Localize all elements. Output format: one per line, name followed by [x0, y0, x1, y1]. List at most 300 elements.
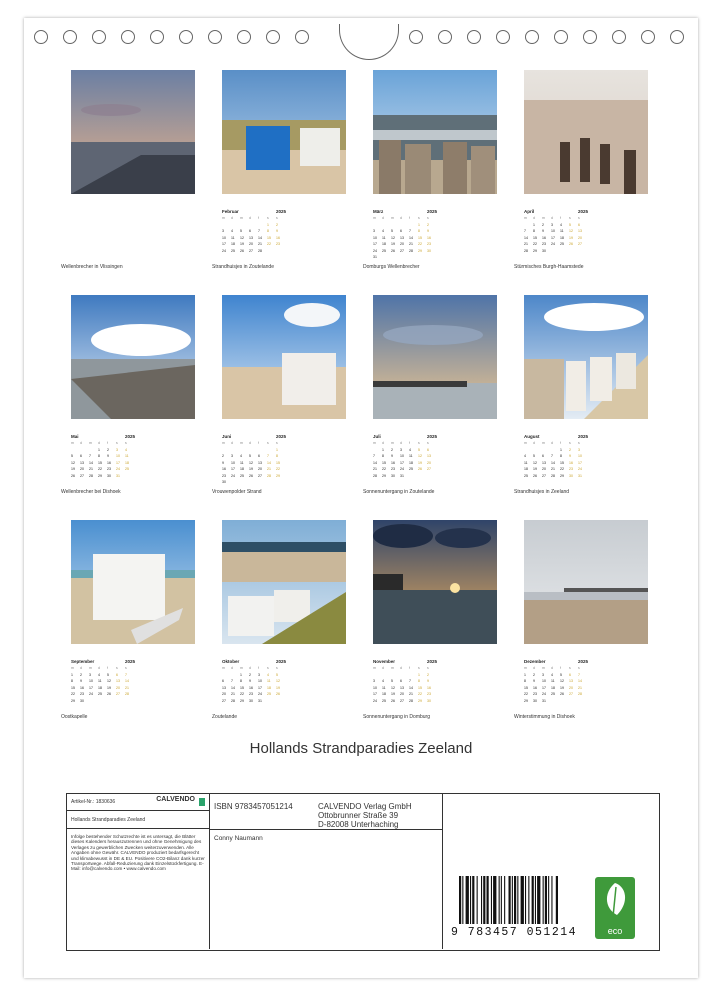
calendar-day: 11	[382, 685, 386, 690]
calendar-day: 21	[89, 467, 93, 471]
calendar-day: 13	[116, 679, 120, 683]
calendar-day: 13	[222, 685, 226, 690]
calendar-day: 12	[240, 235, 244, 240]
binding-hole	[150, 30, 164, 44]
calendar-day: 23	[427, 692, 431, 696]
calendar-day: 22	[382, 467, 386, 471]
barcode-bar	[512, 876, 513, 924]
month-photo	[373, 520, 497, 644]
calendar-day: 7	[373, 454, 375, 458]
calendar-day: 21	[267, 467, 271, 471]
weekday-label: m	[524, 216, 527, 220]
calendar-day: 8	[382, 454, 384, 458]
weekday-label: m	[373, 216, 376, 220]
month-caption: Wellenbrecher bei Dishoek	[61, 489, 121, 495]
month-caption: Winterstimmung in Dishoek	[514, 714, 575, 720]
binding-hole	[554, 30, 568, 44]
binding-hole	[121, 30, 135, 44]
calendar-day: 24	[373, 248, 377, 253]
calendar-day: 15	[533, 235, 537, 240]
binding-hole	[496, 30, 510, 44]
calendar-day: 30	[107, 473, 111, 478]
calendar-day: 9	[533, 679, 535, 683]
calendar-day: 14	[409, 235, 413, 240]
weekday-label: d	[400, 666, 402, 670]
calendar-day: 26	[391, 698, 395, 703]
empty-day	[231, 448, 240, 453]
calendar-day: 10	[400, 454, 404, 458]
calendar-day: 29	[560, 473, 564, 478]
calendar-day: 29	[418, 698, 422, 703]
calendar-day: 9	[107, 454, 109, 458]
calendar-day: 30	[222, 480, 226, 484]
calendar-day: 27	[578, 242, 582, 246]
month-cell	[514, 295, 648, 495]
calendar-day: 1	[240, 672, 242, 677]
weekday-label: m	[240, 666, 243, 670]
calendar-day: 21	[125, 685, 129, 690]
month-photo-image	[524, 70, 648, 194]
month-caption: Sonnenuntergang in Zoutelande	[363, 489, 435, 495]
calendar-day: 21	[409, 242, 413, 246]
calendar-day: 12	[107, 679, 111, 683]
mini-calendar-header	[222, 209, 286, 214]
calendar-day: 31	[258, 698, 262, 703]
calendar-day: 29	[418, 248, 422, 253]
month-photo	[222, 520, 346, 644]
weekday-label: s	[569, 666, 571, 670]
calendar-day: 23	[533, 692, 537, 696]
mini-calendar-days	[373, 441, 437, 479]
calendar-day: 4	[240, 454, 242, 458]
calendar-day: 4	[231, 229, 233, 233]
calendar-day: 31	[116, 473, 120, 478]
calendar-day: 29	[276, 473, 280, 478]
calendar-day: 27	[80, 473, 84, 478]
mini-calendar-days	[524, 666, 588, 704]
calendar-day: 17	[542, 685, 546, 690]
calendar-day: 25	[231, 248, 235, 253]
calendar-day: 12	[569, 229, 573, 233]
month-photo	[524, 70, 648, 194]
weekday-label: s	[276, 216, 278, 220]
calendar-day: 1	[533, 222, 535, 227]
empty-day	[391, 673, 400, 678]
weekday-label: s	[427, 216, 429, 220]
mini-calendar	[71, 659, 135, 704]
calendar-day: 29	[533, 248, 537, 253]
empty-day	[382, 673, 391, 678]
binding-hole	[670, 30, 684, 44]
binding-hole	[63, 30, 77, 44]
month-photo	[71, 295, 195, 419]
calendar-day: 26	[418, 467, 422, 471]
empty-day	[524, 448, 533, 453]
calendar-day: 6	[258, 454, 260, 458]
calendar-day: 8	[533, 229, 535, 233]
calendar-day: 28	[524, 248, 528, 253]
calendar-day: 4	[382, 679, 384, 683]
calendar-day: 29	[71, 698, 75, 703]
weekday-label: m	[240, 216, 243, 220]
calendar-day: 20	[400, 242, 404, 246]
calendar-day: 10	[231, 460, 235, 465]
calendar-day: 17	[578, 460, 582, 465]
calendar-back-cover	[24, 18, 698, 978]
calendar-day: 7	[409, 679, 411, 683]
calendar-day: 25	[267, 692, 271, 696]
calendar-day: 11	[382, 235, 386, 240]
month-photo	[71, 520, 195, 644]
calendar-day: 7	[551, 454, 553, 458]
weekday-label: m	[524, 441, 527, 445]
calendar-day: 24	[231, 473, 235, 478]
calendar-day: 11	[524, 460, 528, 465]
calendar-day: 26	[240, 248, 244, 253]
calendar-day: 5	[391, 679, 393, 683]
weekday-label: d	[249, 666, 251, 670]
calendar-day: 1	[267, 222, 269, 227]
mini-calendar-header	[71, 434, 135, 439]
calendar-day: 3	[578, 447, 580, 452]
mini-calendar	[373, 659, 437, 704]
weekday-label: m	[89, 666, 92, 670]
month-photo-image	[373, 295, 497, 419]
calendar-day: 3	[231, 454, 233, 458]
calendar-day: 25	[551, 692, 555, 696]
calendar-day: 19	[418, 460, 422, 465]
calendar-day: 13	[80, 460, 84, 465]
barcode-bar	[491, 876, 492, 924]
calendar-day: 7	[231, 679, 233, 683]
calendar-day: 16	[391, 460, 395, 465]
month-cell	[212, 295, 346, 495]
mini-calendar-days	[524, 216, 588, 254]
calendar-day: 9	[249, 679, 251, 683]
binding-hole	[409, 30, 423, 44]
binding-hole	[92, 30, 106, 44]
calendar-day: 13	[400, 235, 404, 240]
calendar-day: 15	[71, 685, 75, 690]
empty-day	[258, 448, 267, 453]
calendar-day: 13	[258, 460, 262, 465]
weekday-label: f	[409, 216, 410, 220]
calendar-day: 5	[533, 454, 535, 458]
month-name: März	[373, 209, 384, 214]
empty-day	[240, 223, 249, 228]
month-caption: Strandhuisjes in Zoutelande	[212, 264, 274, 270]
calendar-day: 8	[71, 679, 73, 683]
calendar-day: 11	[551, 679, 555, 683]
empty-day	[71, 448, 80, 453]
calendar-day: 16	[427, 685, 431, 690]
calvendo-logo-icon	[199, 798, 205, 806]
calendar-day: 3	[89, 672, 91, 677]
weekday-label: s	[267, 441, 269, 445]
calendar-day: 17	[551, 235, 555, 240]
month-caption: Wellenbrecher in Vlissingen	[61, 264, 123, 270]
eco-label: eco	[607, 926, 623, 936]
calendar-day: 5	[107, 672, 109, 677]
month-photo-image	[71, 520, 195, 644]
calendar-day: 28	[409, 698, 413, 703]
calendar-day: 10	[222, 235, 226, 240]
calendar-day: 21	[231, 692, 235, 696]
calendar-day: 12	[560, 679, 564, 683]
calendar-day: 27	[569, 692, 573, 696]
weekday-label: d	[231, 216, 233, 220]
calendar-day: 24	[551, 242, 555, 246]
calendar-day: 4	[560, 222, 562, 227]
month-photo-image	[222, 520, 346, 644]
calendar-day: 25	[409, 467, 413, 471]
weekday-label: s	[125, 666, 127, 670]
publisher-street: Ottobrunner Straße 39	[318, 811, 399, 820]
calendar-day: 5	[560, 672, 562, 677]
calendar-day: 7	[125, 672, 127, 677]
weekday-label: m	[391, 441, 394, 445]
article-number: Artikel-Nr.: 1830636	[71, 799, 116, 805]
calendar-day: 12	[276, 679, 280, 683]
calendar-day: 3	[542, 672, 544, 677]
empty-day	[400, 673, 409, 678]
empty-day	[258, 223, 267, 228]
barcode-bar	[483, 876, 485, 924]
calendar-day: 15	[240, 685, 244, 690]
barcode-bar	[543, 876, 544, 924]
calendar-day: 1	[98, 447, 100, 452]
weekday-label: m	[542, 666, 545, 670]
calendar-title: Hollands Strandparadies Zeeland	[249, 740, 473, 757]
calendar-day: 16	[569, 460, 573, 465]
calendar-day: 15	[276, 460, 280, 465]
calendar-day: 20	[427, 460, 431, 465]
calendar-day: 10	[116, 454, 120, 458]
weekday-label: m	[373, 441, 376, 445]
weekday-label: d	[98, 666, 100, 670]
calendar-day: 1	[276, 447, 278, 452]
empty-day	[409, 673, 418, 678]
weekday-label: d	[551, 216, 553, 220]
empty-day	[542, 448, 551, 453]
calendar-day: 26	[560, 692, 564, 696]
calendar-day: 9	[391, 454, 393, 458]
weekday-label: s	[125, 441, 127, 445]
calendar-day: 20	[116, 685, 120, 690]
calendar-day: 11	[125, 454, 129, 458]
calendar-day: 17	[373, 242, 377, 246]
weekday-label: m	[391, 216, 394, 220]
calendar-day: 29	[98, 473, 102, 478]
month-name: Juli	[373, 434, 381, 439]
empty-day	[249, 448, 258, 453]
month-name: August	[524, 434, 540, 439]
empty-day	[382, 223, 391, 228]
calendar-day: 10	[258, 679, 262, 683]
binding-hole	[583, 30, 597, 44]
month-photo	[524, 520, 648, 644]
weekday-label: m	[542, 216, 545, 220]
calendar-day: 20	[569, 685, 573, 690]
author-name: Conny Naumann	[210, 829, 443, 847]
calendar-day: 24	[400, 467, 404, 471]
calendar-day: 2	[427, 672, 429, 677]
calendar-day: 4	[409, 447, 411, 452]
calendar-day: 23	[542, 242, 546, 246]
calendar-day: 16	[80, 685, 84, 690]
weekday-label: d	[249, 216, 251, 220]
calendar-day: 5	[391, 229, 393, 233]
calendar-day: 14	[578, 679, 582, 683]
calendar-day: 27	[400, 248, 404, 253]
mini-calendar	[524, 434, 588, 479]
calendar-day: 16	[427, 235, 431, 240]
calendar-day: 15	[418, 685, 422, 690]
calendar-day: 19	[391, 692, 395, 696]
calendar-day: 5	[240, 229, 242, 233]
weekday-label: s	[276, 666, 278, 670]
calendar-day: 10	[373, 685, 377, 690]
calendar-day: 15	[560, 460, 564, 465]
calendar-day: 3	[116, 447, 118, 452]
weekday-label: m	[524, 666, 527, 670]
calendar-day: 24	[578, 467, 582, 471]
calendar-day: 12	[418, 454, 422, 458]
calendar-day: 22	[240, 692, 244, 696]
calendar-day: 19	[560, 685, 564, 690]
calendar-day: 16	[542, 235, 546, 240]
calendar-day: 6	[400, 679, 402, 683]
calendar-day: 30	[427, 698, 431, 703]
mini-calendar-header	[524, 434, 588, 439]
binding-hole	[467, 30, 481, 44]
calendar-day: 7	[267, 454, 269, 458]
calendar-day: 23	[107, 467, 111, 471]
calendar-day: 17	[258, 685, 262, 690]
month-photo	[373, 295, 497, 419]
weekday-label: d	[382, 216, 384, 220]
calendar-day: 18	[551, 685, 555, 690]
weekday-label: m	[89, 441, 92, 445]
weekday-label: m	[391, 666, 394, 670]
weekday-label: d	[382, 441, 384, 445]
calendar-day: 13	[427, 454, 431, 458]
calendar-day: 30	[80, 698, 84, 703]
eco-badge	[595, 877, 635, 939]
calendar-day: 10	[551, 229, 555, 233]
calendar-day: 10	[578, 454, 582, 458]
calendar-day: 25	[524, 473, 528, 478]
calendar-day: 15	[382, 460, 386, 465]
calendar-day: 18	[409, 460, 413, 465]
calendar-day: 17	[116, 460, 120, 465]
calendar-day: 13	[400, 685, 404, 690]
month-caption: Vrouwenpolder Strand	[212, 489, 262, 495]
month-caption: Domburgs Wellenbrecher	[363, 264, 420, 270]
calendar-day: 18	[382, 692, 386, 696]
calendar-day: 18	[240, 467, 244, 471]
empty-day	[267, 448, 276, 453]
month-year: 2025	[124, 659, 135, 664]
barcode-bar	[472, 876, 474, 924]
calendar-day: 14	[125, 679, 129, 683]
calendar-day: 30	[533, 698, 537, 703]
calendar-day: 24	[116, 467, 120, 471]
calendar-day: 11	[98, 679, 102, 683]
calendar-day: 19	[569, 235, 573, 240]
calendar-day: 24	[222, 248, 226, 253]
calendar-day: 14	[551, 460, 555, 465]
weekday-label: s	[116, 666, 118, 670]
calendar-day: 7	[258, 229, 260, 233]
calendar-day: 5	[418, 447, 420, 452]
legal-text: Infolge bestehender Schutzrechte ist es untersagt, die Blätter dieses Kalenders herauszutrennen und ohne Genehmigung des Verlages zu gewerblichen Zwecken weiterzuverwenden. Alle Angaben ohne Gewähr. CALVENDO produziert bedarfsgerecht und klimabewusst in DE & EU. Positivere CO2-Bilanz dank kurzer Transportwege. Abfall-Reduzierung dank Einzelstückfertigung. E-Mail: info@calvendo.com • www.calvendo.com	[71, 834, 205, 872]
calendar-day: 14	[373, 460, 377, 465]
calendar-day: 11	[560, 229, 564, 233]
month-photo-image	[222, 70, 346, 194]
calendar-day: 11	[231, 235, 235, 240]
calendar-day: 30	[249, 698, 253, 703]
calendar-day: 22	[98, 467, 102, 471]
weekday-label: d	[400, 441, 402, 445]
empty-day	[231, 673, 240, 678]
barcode-bar	[501, 876, 502, 924]
calendar-day: 12	[391, 685, 395, 690]
calendar-day: 2	[542, 222, 544, 227]
empty-day	[222, 673, 231, 678]
calendar-day: 14	[409, 685, 413, 690]
calendar-day: 8	[418, 229, 420, 233]
weekday-label: m	[71, 666, 74, 670]
weekday-label: s	[427, 441, 429, 445]
binding-hole	[438, 30, 452, 44]
calendar-day: 18	[382, 242, 386, 246]
calendar-day: 22	[71, 692, 75, 696]
month-photo	[222, 70, 346, 194]
calendar-day: 26	[276, 692, 280, 696]
calendar-day: 7	[409, 229, 411, 233]
calendar-day: 28	[373, 473, 377, 478]
calendar-day: 15	[267, 235, 271, 240]
mini-calendar	[524, 659, 588, 704]
product-info-box	[66, 793, 660, 951]
weekday-label: s	[116, 441, 118, 445]
month-year: 2025	[426, 659, 437, 664]
calendar-day: 8	[418, 679, 420, 683]
month-photo	[222, 295, 346, 419]
mini-calendar-header	[524, 659, 588, 664]
calendar-day: 13	[578, 229, 582, 233]
month-year: 2025	[577, 659, 588, 664]
empty-day	[373, 448, 382, 453]
calendar-day: 20	[80, 467, 84, 471]
calendar-day: 12	[391, 235, 395, 240]
calendar-day: 30	[542, 248, 546, 253]
calendar-day: 17	[400, 460, 404, 465]
barcode-bar	[556, 876, 558, 924]
weekday-label: d	[551, 666, 553, 670]
month-year: 2025	[426, 434, 437, 439]
barcode-bar	[521, 876, 524, 924]
calendar-day: 11	[409, 454, 413, 458]
barcode-bar	[509, 876, 511, 924]
calendar-day: 23	[427, 242, 431, 246]
empty-day	[80, 448, 89, 453]
barcode-bar	[532, 876, 534, 924]
calendar-day: 9	[569, 454, 571, 458]
month-photo	[373, 70, 497, 194]
calendar-day: 24	[89, 692, 93, 696]
